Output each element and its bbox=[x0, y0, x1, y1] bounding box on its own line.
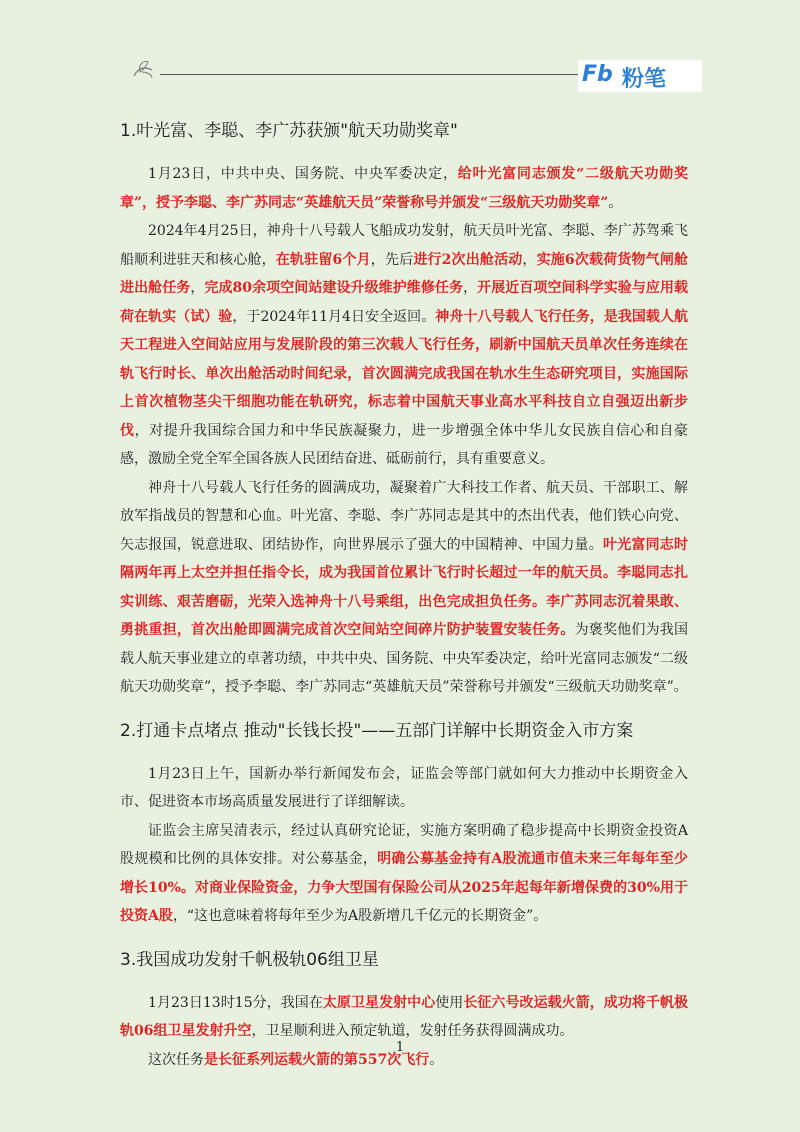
logo-text: 粉笔 bbox=[622, 67, 667, 92]
section-3-title: 3.我国成功发射千帆极轨06组卫星 bbox=[120, 949, 379, 970]
leaf-sprout-icon bbox=[130, 58, 156, 80]
highlighted-text: 完成80余项空间站建设升级维护维修任务 bbox=[204, 280, 464, 296]
article-body bbox=[120, 116, 688, 1074]
section-2-paragraph-1 bbox=[120, 760, 688, 817]
highlighted-text: 实施6次载荷货物气闸舱进出舱任务 bbox=[120, 251, 689, 296]
highlighted-text: 给叶光富同志颁发“二级航天功勋奖章”，授予李聪、李广苏同志“英雄航天员”荣誉称号并颁发“三级航天功勋奖章” bbox=[120, 166, 688, 211]
highlighted-text: 是长征系列运载火箭的第557次飞行 bbox=[204, 1051, 430, 1068]
text-run: ，于2024年11月4日安全返回。 bbox=[232, 308, 436, 325]
highlighted-text: 明确公募基金持有A股流通市值未来三年每年至少增长10%。对商业保险资金，力争大型国有保险公司从2025年起每年新增保费的30%用于投资A股 bbox=[120, 851, 688, 924]
highlighted-text: 在轨驻留6个月 bbox=[275, 251, 371, 268]
section-1-paragraph-1 bbox=[120, 160, 688, 217]
text-run: ，“这也意味着将每年至少为A股新增几千亿元的长期资金”。 bbox=[172, 908, 548, 924]
text-run: 为褒奖他们为我国载人航天事业建立的卓著功绩，中共中央、国务院、中央军委决定，给叶光富同志颁发“二级航天功勋奖章”，授予李聪、李广苏同志“英雄航天员”荣誉称号并颁发“三级航天功勋奖章”。 bbox=[120, 622, 688, 695]
text-run: 1月23日13时15分，我国在 bbox=[148, 994, 323, 1011]
text-run: 使用 bbox=[435, 994, 464, 1011]
text-run: 。 bbox=[429, 1051, 444, 1068]
section-2-paragraph-2 bbox=[120, 817, 688, 931]
header-divider bbox=[160, 74, 580, 75]
text-run: ， bbox=[522, 251, 537, 268]
section-1-title: 1.叶光富、李聪、李广苏获颁"航天功勋奖章" bbox=[120, 121, 458, 141]
highlighted-text: 神舟十八号载人飞行任务，是我国载人航天工程进入空间站应用与发展阶段的第三次载人飞行任务，刷新中国航天员单次任务连续在轨飞行时长、单次出舱活动时间纪录，首次圆满完成我国在轨水生生态研究项目，实施国际上首次植物茎尖干细胞功能在轨研究，标志着中国航天事业高水平科技自立自强迈出新步伐 bbox=[120, 308, 689, 439]
highlighted-text: 开展近百项空间科学实验与应用载荷在轨实（试）验 bbox=[120, 280, 689, 325]
fenbi-logo bbox=[578, 60, 702, 92]
highlighted-text: 叶光富同志时隔两年再上太空并担任指令长，成为我国首位累计飞行时长超过一年的航天员。李聪同志扎实训练、艰苦磨砺，光荣入选神舟十八号乘组，出色完成担负任务。李广苏同志沉着果敢、勇挑重担，首次出舱即圆满完成首次空间站空间碎片防护装置安装任务。 bbox=[120, 536, 689, 638]
logo-mark: Fb bbox=[582, 62, 613, 87]
page-header bbox=[0, 0, 800, 100]
section-1-paragraph-2 bbox=[120, 217, 688, 474]
text-run: 这次任务 bbox=[148, 1051, 204, 1068]
text-run: ， bbox=[190, 280, 205, 296]
text-run: 2024年4月25日，神舟十八号载人飞船成功发射，航天员叶光富、李聪、李广苏驾乘飞船顺利进驻天和核心舱， bbox=[120, 223, 688, 268]
highlighted-text: 长征六号改运载火箭，成功将千帆极轨06组卫星发射升空 bbox=[120, 994, 689, 1039]
section-1-paragraph-3 bbox=[120, 474, 688, 702]
text-run: 1月23日，中共中央、国务院、中央军委决定， bbox=[148, 166, 458, 182]
text-run: 。 bbox=[608, 194, 623, 211]
text-run: ， bbox=[463, 280, 478, 296]
text-run: ，先后 bbox=[370, 251, 414, 268]
text-run: 神舟十八号载人飞行任务的圆满成功，凝聚着广大科技工作者、航天员、干部职工、解放军指战员的智慧和心血。叶光富、李聪、李广苏同志是其中的杰出代表，他们铁心向党、矢志报国，锐意进取、团结协作，向世界展示了强大的中国精神、中国力量。 bbox=[120, 479, 688, 553]
highlighted-text: 进行2次出舱活动 bbox=[413, 251, 523, 268]
page-number: 1 bbox=[395, 1040, 405, 1055]
section-3-paragraph-1 bbox=[120, 989, 688, 1046]
section-2-title: 2.打通卡点堵点 推动"长钱长投"——五部门详解中长期资金入市方案 bbox=[120, 720, 634, 741]
text-run: 1月23日上午，国新办举行新闻发布会，证监会等部门就如何大力推动中长期资金入市、促进资本市场高质量发展进行了详细解读。 bbox=[120, 765, 688, 810]
text-run: ，对提升我国综合国力和中华民族凝聚力，进一步增强全体中华儿女民族自信心和自豪感，激励全党全军全国各族人民团结奋进、砥砺前行，具有重要意义。 bbox=[120, 422, 689, 467]
text-run: ，卫星顺利进入预定轨道，发射任务获得圆满成功。 bbox=[251, 1023, 574, 1039]
highlighted-text: 太原卫星发射中心 bbox=[322, 994, 436, 1011]
text-run: 证监会主席吴清表示，经过认真研究论证，实施方案明确了稳步提高中长期资金投资A股规模和比例的具体安排。对公募基金， bbox=[120, 822, 688, 867]
